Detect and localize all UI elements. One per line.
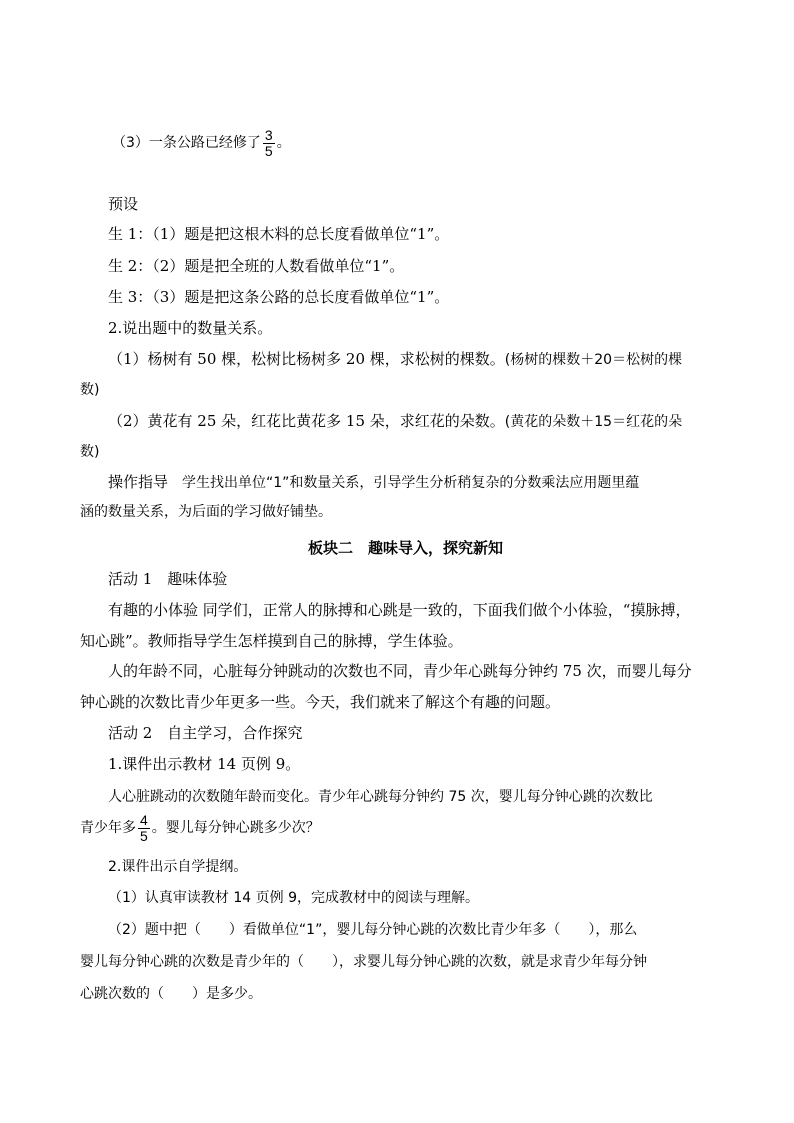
operation-guide-label: 操作指导: [108, 473, 169, 491]
student-answer-2: 生 2：（2）题是把全班的人数看做单位“1”。: [108, 257, 405, 275]
paragraph-1-line-2: 知心跳”。教师指导学生怎样摸到自己的脉搏，学生体验。: [80, 632, 463, 650]
example-line-2: [80, 810, 320, 846]
example-fraction: [138, 813, 150, 844]
student-answer-3: 生 3：（3）题是把这条公路的总长度看做单位“1”。: [108, 288, 450, 306]
outline-item-2-line-3: 心跳次数的（ ）是多少。: [80, 986, 262, 1002]
paragraph-2-line-2: 钟心跳的次数比青少年更多一些。今天，我们就来了解这个有趣的问题。: [80, 693, 561, 711]
courseware-item-1: 1.课件出示教材 14 页例 9。: [108, 755, 301, 773]
question-2-2: [108, 411, 682, 432]
question-2-1: [108, 349, 682, 370]
example-line-2-text: 青少年多: [80, 820, 136, 836]
item3-text: （3）一条公路已经修了: [112, 135, 261, 151]
preset-label: 预设: [108, 195, 139, 213]
fraction-denominator: 5: [140, 827, 148, 844]
operation-guide: [108, 472, 639, 493]
question-2-2-continued: 数): [80, 444, 100, 460]
question-2-1-continued: 数): [80, 382, 100, 398]
paragraph-1-line-1: 有趣的小体验 同学们，正常人的脉搏和心跳是一致的，下面我们做个小体验，“摸脉搏，: [108, 601, 691, 619]
outline-item-2-line-2: 婴儿每分钟心跳的次数是青少年的（ ），求婴儿每分钟心跳的次数，就是求青少年每分钟: [80, 954, 647, 970]
fraction-denominator: 5: [264, 142, 273, 159]
activity-2-title: 活动 2 自主学习，合作探究: [108, 724, 303, 742]
student-answer-1: 生 1：（1）题是把这根木料的总长度看做单位“1”。: [108, 225, 450, 243]
outline-item-2-line-1: （2）题中把（ ）看做单位“1”，婴儿每分钟心跳的次数比青少年多（ ），那么: [108, 922, 638, 938]
operation-guide-text: 学生找出单位“1”和数量关系，引导学生分析稍复杂的分数乘法应用题里蕴: [182, 475, 640, 491]
fraction-numerator: 3: [264, 126, 273, 143]
operation-guide-continued: 涵的数量关系，为后面的学习做好铺垫。: [80, 504, 332, 520]
question-2-title: 2.说出题中的数量关系。: [108, 319, 273, 337]
example-line-1: 人心脏跳动的次数随年龄而变化。青少年心跳每分钟约 75 次，婴儿每分钟心跳的次数比: [108, 789, 653, 805]
question-2-1-note: (杨树的棵数＋20＝松树的棵: [504, 352, 683, 368]
courseware-item-2: 2.课件出示自学提纲。: [108, 859, 248, 875]
question-2-2-note: (黄花的朵数＋15＝红花的朵: [504, 414, 683, 430]
activity-1-title: 活动 1 趣味体验: [108, 570, 228, 588]
section-title: 板块二 趣味导入，探究新知: [308, 539, 504, 557]
fraction-numerator: 4: [140, 811, 148, 828]
item3-fraction: [263, 128, 275, 159]
paragraph-2-line-1: 人的年龄不同，心脏每分钟跳动的次数也不同，青少年心跳每分钟约 75 次，而婴儿每分: [108, 662, 692, 680]
question-2-1-text: （1）杨树有 50 棵，松树比杨树多 20 棵，求松树的棵数。: [108, 350, 505, 368]
question-2-2-text: （2）黄花有 25 朵，红花比黄花多 15 朵，求红花的朵数。: [108, 412, 505, 430]
outline-item-1: （1）认真审读教材 14 页例 9，完成教材中的阅读与理解。: [108, 890, 479, 906]
item3-line: [112, 125, 291, 161]
example-line-2-suffix: 。婴儿每分钟心跳多少次？: [151, 820, 320, 836]
item3-suffix: 。: [276, 135, 291, 151]
